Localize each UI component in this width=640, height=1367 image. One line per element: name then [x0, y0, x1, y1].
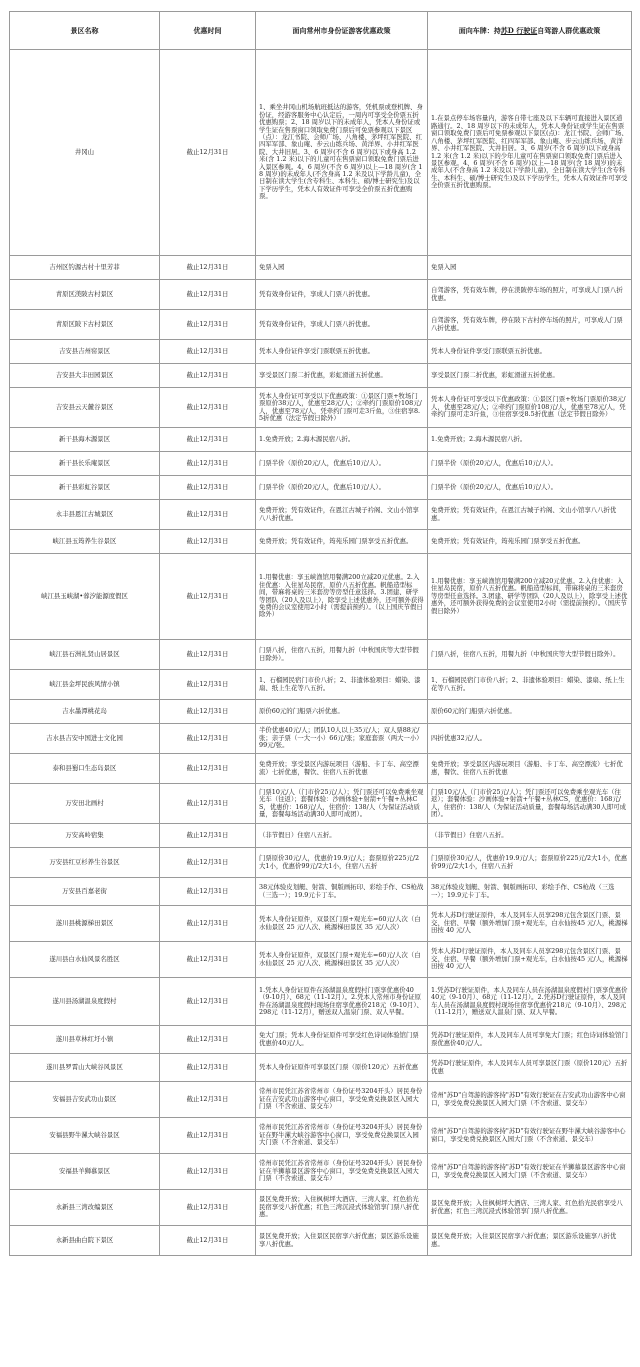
- time-cell: 截止12月31日: [160, 754, 256, 784]
- policy-table: [9, 11, 632, 1256]
- id-policy-cell: （非节假日）住宿八五折。: [256, 824, 428, 848]
- id-policy-cell: 门票半价（原价20元/人，优惠后10元/人）。: [256, 476, 428, 500]
- table-row: [10, 554, 632, 640]
- time-cell: 截止12月31日: [160, 428, 256, 452]
- plate-policy-cell: 1.凭苏D行驶证原件，本人及同车人员在汤湖温泉度假村门票享优惠价40元（9-10月）、68元（11-12月）。2.凭苏D行驶证原件，本人及同车人员在汤湖温泉度假村现场住宿享优惠价218元（9-10月）、298元（11-12月），赠送双人温泉门票、双人早餐。: [428, 978, 632, 1026]
- time-cell: 截止12月31日: [160, 640, 256, 670]
- table-row: [10, 824, 632, 848]
- time-cell: 截止12月31日: [160, 1190, 256, 1226]
- id-policy-cell: 景区免费开放；入住景区民宿享六折优惠；景区游乐设施享八折优惠。: [256, 1226, 428, 1256]
- scenic-name-cell: 青原区陂下古村景区: [10, 310, 160, 340]
- table-row: [10, 1226, 632, 1256]
- id-policy-cell: 原价60元的门船票六折优惠。: [256, 700, 428, 724]
- table-row: [10, 1154, 632, 1190]
- id-policy-cell: 凭本人身份证原件可享景区门票（原价120元）五折优惠: [256, 1054, 428, 1082]
- plate-policy-cell: （非节假日）住宿八五折。: [428, 824, 632, 848]
- plate-policy-cell: 门票半价（原价20元/人，优惠后10元/人）。: [428, 452, 632, 476]
- time-cell: 截止12月31日: [160, 1082, 256, 1118]
- header-scenic-name: 景区名称: [10, 12, 160, 50]
- id-policy-cell: 半价优惠40元/人；团队10人以上35元/人；双人票88元/张；亲子票（一大一小）66元/张；家庭套票（两大一小）99元/张。: [256, 724, 428, 754]
- table-row: [10, 848, 632, 878]
- plate-policy-cell: 免费开放；凭有效证件，在恩江古城子衿阁、文山小馆享八八折优惠。: [428, 500, 632, 530]
- time-cell: 截止12月31日: [160, 256, 256, 280]
- table-row: [10, 878, 632, 906]
- scenic-name-cell: 峡江县玉筠养生谷景区: [10, 530, 160, 554]
- time-cell: 截止12月31日: [160, 824, 256, 848]
- time-cell: 截止12月31日: [160, 364, 256, 388]
- plate-policy-cell: 1、石榴园民宿门市价八折；2、非遗体验项目：蜡染、漆扇、纸上生花等八五折。: [428, 670, 632, 700]
- scenic-name-cell: 遂川县草林红圩小镇: [10, 1026, 160, 1054]
- id-policy-cell: 常州市民凭江苏省常州市（身份证号3204开头）居民身份证在吉安武功山游客中心窗口，享受免费兑换景区入园大门票（不含索道、景交车）: [256, 1082, 428, 1118]
- scenic-name-cell: 遂川县桃源梯田景区: [10, 906, 160, 942]
- scenic-name-cell: 遂川县白水仙风景名胜区: [10, 942, 160, 978]
- plate-policy-cell: 凭苏D行驶证原件，本人及同车人员可享免大门票；红色诗词体验馆门票优惠价40元/人。: [428, 1026, 632, 1054]
- scenic-name-cell: 万安县百嘉老街: [10, 878, 160, 906]
- table-row: [10, 906, 632, 942]
- id-policy-cell: 免费开放；享受景区内游玩项目（游船、卡丁车、高空漂流）七折优惠，餐饮、住宿八五折优惠: [256, 754, 428, 784]
- scenic-name-cell: 峡江县玉峡湖•蓉汐能源度假区: [10, 554, 160, 640]
- time-cell: 截止12月31日: [160, 340, 256, 364]
- time-cell: 截止12月31日: [160, 50, 256, 256]
- id-policy-cell: 门票八折，住宿八五折，用餐九折（中秋国庆等大型节假日除外）。: [256, 640, 428, 670]
- id-policy-cell: 凭本人身份证原件，双景区门票+观光车=60元/人次（白水仙景区 25 元/人次、桃源梯田景区 35 元/人次）: [256, 906, 428, 942]
- table-row: [10, 700, 632, 724]
- table-row: [10, 388, 632, 428]
- plate-policy-cell: 凭本人身份证件享受门票联票五折优惠。: [428, 340, 632, 364]
- id-policy-cell: 1.免费开放；2.海木源民宿八折。: [256, 428, 428, 452]
- table-row: [10, 476, 632, 500]
- id-policy-cell: 景区免费开放；入住枫树坪大酒店、三湾人家、红色拾光民宿享受八折优惠；红色三湾沉浸式体验馆享门票八折优惠。: [256, 1190, 428, 1226]
- time-cell: 截止12月31日: [160, 310, 256, 340]
- id-policy-cell: 门票半价（原价20元/人，优惠后10元/人）。: [256, 452, 428, 476]
- table-row: [10, 754, 632, 784]
- table-row: [10, 310, 632, 340]
- scenic-name-cell: 遂川县汤湖温泉度假村: [10, 978, 160, 1026]
- id-policy-cell: 免大门票；凭本人身份证原件可享受红色诗词体验馆门票优惠价40元/人。: [256, 1026, 428, 1054]
- time-cell: 截止12月31日: [160, 700, 256, 724]
- id-policy-cell: 凭有效身份证件，享成人门票八折优惠。: [256, 280, 428, 310]
- time-cell: 截止12月31日: [160, 452, 256, 476]
- scenic-name-cell: 吉水墨潭桃花岛: [10, 700, 160, 724]
- plate-policy-cell: 凭本人身份证可享受以下优惠政策：①景区门票+牧场门票原价38元/人，优惠至28元/人；②牵约门票原价108元/人，优惠至78元/人，凭牵约门票可走3斤鱼，③住宿享受8.5折优惠（法定节假日除外）: [428, 388, 632, 428]
- table-row: [10, 428, 632, 452]
- time-cell: 截止12月31日: [160, 942, 256, 978]
- id-policy-cell: 1.用餐优惠：享玉峡渔馆用餐满200立减20元优惠。2.入住优惠：入住星岛民宿，原价八五折优惠。帆船造型标间，带麻将桌的三米套房等房型任意选择。3.团建、研学等团队（20人及以上），除享受上述优惠外，还可额外获得免费的会议室使用2小时（需提前预约）。（以上国庆节假日除外）: [256, 554, 428, 640]
- plate-policy-cell: 门票10元/人（门市价25元/人）；凭门票还可以免费乘坐观光车（往返）；套餐体验：沙画体验+射箭+午餐+丛林CS，优惠价：168元/人，住宿价：138/人（为保证活动质量，套餐每场活动满30人即可成团）。: [428, 784, 632, 824]
- plate-policy-cell: 凭苏D行驶证原件，本人及同车人员可享景区门票（原价120元）五折优惠: [428, 1054, 632, 1082]
- table-row: [10, 50, 632, 256]
- id-policy-cell: 常州市民凭江苏省常州市（身份证号3204开头）居民身份证在野牛漯大峡谷游客中心窗口，享受免费兑换景区入园大门票（不含索道、景交车）: [256, 1118, 428, 1154]
- time-cell: 截止12月31日: [160, 1226, 256, 1256]
- plate-policy-cell: 1.在景点停车场容量内，游客自带七座及以下车辆可直接进入景区道路通行。2、18 周岁以下的未成年人，凭本人身份证或学生证在售票窗口领取免费门票后可免票参观以下景区(点)：龙江书院、会师广场、八角楼、茅坪红军医院、红四军军部、象山庵、步云山练兵场、黄洋界、小井红军医院、大井旧居。3、6 周岁(不含 6 周岁)以下或身高 1.2 米(含 1.2 米)以下的少年儿童可在售票窗口领取免费门票后进入景区参观。4、6 周岁(不含 6 周岁)以上—18 周岁(含 18 周岁)的未成年人(不含身高 1.2 米及以下学龄儿童)，全日制在读大学生(含专科生、本科生、硕/博士研究生)及以下学历学生，凭本人有效证件可享受全价票五折优惠购票。: [428, 50, 632, 256]
- table-row: [10, 280, 632, 310]
- plate-policy-cell: 1.免费开放；2.海木源民宿八折。: [428, 428, 632, 452]
- time-cell: 截止12月31日: [160, 1026, 256, 1054]
- plate-policy-cell: 免费开放；凭有效证件，筠苑乐园门票享受五折优惠。: [428, 530, 632, 554]
- scenic-name-cell: 遂川县罗霄山大峡谷风景区: [10, 1054, 160, 1082]
- plate-policy-cell: 门票半价（原价20元/人，优惠后10元/人）。: [428, 476, 632, 500]
- plate-policy-cell: 景区免费开放；入住景区民宿享六折优惠；景区游乐设施享八折优惠。: [428, 1226, 632, 1256]
- time-cell: 截止12月31日: [160, 978, 256, 1026]
- id-policy-cell: 1、石榴园民宿门市价八折；2、非遗体验项目：蜡染、漆扇、纸上生花等八五折。: [256, 670, 428, 700]
- scenic-name-cell: 安福县羊狮慕景区: [10, 1154, 160, 1190]
- scenic-name-cell: 永丰县恩江古城景区: [10, 500, 160, 530]
- id-policy-cell: 1、乘坐井冈山机场航班抵达的游客，凭机票或登机牌、身份证，经游客服务中心认定后，一周内可享受全价票五折优惠购票；2、18 周岁以下的未成年人，凭本人身份证或学生证在售票窗口领取免费门票后可免票参观以下景区（点）：龙江书院、会师广场、八角楼、茅坪红军医院、红四军军部、象山庵、步云山练兵场、黄洋界、小井红军医院、大井旧居。3、6 周岁(不含 6 周岁)以下或身高 1.2 米(含 1.2 米)以下的儿童可在售票窗口领取免费门票后进入景区参观。4、6 周岁(不含 6 周岁)以上—18 周岁(含 18 周岁)的未成年人(不含身高 1.2 米及以下学龄儿童)，全日制在读大学生(含专科生、本科生、硕/博士研究生)及以下学历学生，凭本人有效证件可享受全价票五折优惠购票。: [256, 50, 428, 256]
- header-plate-policy-underline: 苏D 行驶证: [500, 25, 538, 35]
- header-id-policy: 面向常州市身份证游客优惠政策: [256, 12, 428, 50]
- plate-policy-cell: 自驾游客，凭有效车牌，停在渼陂停车场的照片，可享成人门票八折优惠。: [428, 280, 632, 310]
- scenic-name-cell: 峡江县石洲礼贤山居景区: [10, 640, 160, 670]
- scenic-name-cell: 吉安县大丰田园景区: [10, 364, 160, 388]
- scenic-name-cell: 万安高岭宿集: [10, 824, 160, 848]
- scenic-name-cell: 吉安县云天麓谷景区: [10, 388, 160, 428]
- scenic-name-cell: 安福县吉安武功山景区: [10, 1082, 160, 1118]
- header-plate-policy-pre: 面向车牌：持: [458, 25, 501, 35]
- scenic-name-cell: 泰和县蜀口生态岛景区: [10, 754, 160, 784]
- time-cell: 截止12月31日: [160, 476, 256, 500]
- scenic-name-cell: 吉州区钓源古村十里芳菲: [10, 256, 160, 280]
- plate-policy-cell: 景区免费开放；入住枫树坪大酒店、三湾人家、红色拾光民宿享受八折优惠；红色三湾沉浸式体验馆享门票八折优惠。: [428, 1190, 632, 1226]
- table-row: [10, 978, 632, 1026]
- time-cell: 截止12月31日: [160, 280, 256, 310]
- table-row: [10, 670, 632, 700]
- plate-policy-cell: 自驾游客，凭有效车牌，停在陂下古村停车场的照片，可享成人门票八折优惠。: [428, 310, 632, 340]
- table-row: [10, 1026, 632, 1054]
- plate-policy-cell: 享受景区门票二折优惠，彩虹滑道五折优惠。: [428, 364, 632, 388]
- id-policy-cell: 门票10元/人（门市价25元/人）；凭门票还可以免费乘坐观光车（往返）；套餐体验：沙画体验+射箭+午餐+丛林CS，优惠价：168元/人，住宿价：138/人（为保证活动质量，套餐每场活动满30人即可成团）。: [256, 784, 428, 824]
- table-row: [10, 530, 632, 554]
- scenic-name-cell: 永新县三湾改编景区: [10, 1190, 160, 1226]
- plate-policy-cell: 免费开放；享受景区内游玩项目（游船、卡丁车、高空漂流）七折优惠，餐饮、住宿八五折优惠: [428, 754, 632, 784]
- plate-policy-cell: 1.用餐优惠：享玉峡渔馆用餐满200立减20元优惠。2.入住优惠：入住星岛民宿，原价八五折优惠。帆船造型标间，带麻将桌的三米套房等房型任意选择。3.团建、研学等团队（20人及以上），除享受上述优惠外，还可额外获得免费的会议室使用2小时（需提前预约）。（国庆节假日除外）: [428, 554, 632, 640]
- time-cell: 截止12月31日: [160, 906, 256, 942]
- time-cell: 截止12月31日: [160, 500, 256, 530]
- plate-policy-cell: 四折优惠32元/人。: [428, 724, 632, 754]
- table-row: [10, 340, 632, 364]
- time-cell: 截止12月31日: [160, 388, 256, 428]
- id-policy-cell: 1.凭本人身份证原件在汤湖温泉度假村门票享优惠价40（9-10月）、68元（11-12月）。2.凭本人常州市身份证原件在汤湖温泉度假村现场住宿享优惠价218元（9-10月）、298元（11-12月），赠送双人温泉门票、双人早餐。: [256, 978, 428, 1026]
- table-row: [10, 724, 632, 754]
- id-policy-cell: 凭有效身份证件，享成人门票八折优惠。: [256, 310, 428, 340]
- scenic-name-cell: 吉水县吉安中国进士文化园: [10, 724, 160, 754]
- table-body: [10, 50, 632, 1256]
- id-policy-cell: 门票原价30元/人，优惠价19.9元/人；套票原价225元/2大1小，优惠价99元/2大1小，住宿八五折: [256, 848, 428, 878]
- id-policy-cell: 免费开放；凭有效证件，筠苑乐园门票享受五折优惠。: [256, 530, 428, 554]
- id-policy-cell: 凭本人身份证原件，双景区门票+观光车=60元/人次（白水仙景区 25 元/人次、桃源梯田景区 35 元/人次）: [256, 942, 428, 978]
- scenic-name-cell: 新干县海木源景区: [10, 428, 160, 452]
- table-row: [10, 942, 632, 978]
- plate-policy-cell: 常州"苏D"自驾游的游客持"苏D"有效行驶证在吉安武功山游客中心窗口，享受免费兑换景区入园大门票（不含索道、景交车）: [428, 1082, 632, 1118]
- plate-policy-cell: 免票入园: [428, 256, 632, 280]
- table-row: [10, 364, 632, 388]
- id-policy-cell: 免费开放；凭有效证件，在恩江古城子衿阁、文山小馆享八八折优惠。: [256, 500, 428, 530]
- table-row: [10, 784, 632, 824]
- time-cell: 截止12月31日: [160, 784, 256, 824]
- time-cell: 截止12月31日: [160, 554, 256, 640]
- id-policy-cell: 常州市民凭江苏省常州市（身份证号3204开头）居民身份证在羊狮慕景区游客中心窗口，享受免费兑换景区入园大门票（不含索道、景交车）: [256, 1154, 428, 1190]
- time-cell: 截止12月31日: [160, 670, 256, 700]
- table-row: [10, 1054, 632, 1082]
- table-row: [10, 1190, 632, 1226]
- scenic-name-cell: 永新县曲白院下景区: [10, 1226, 160, 1256]
- table-row: [10, 256, 632, 280]
- table-row: [10, 640, 632, 670]
- table-row: [10, 1082, 632, 1118]
- plate-policy-cell: 常州"苏D"自驾游的游客持"苏D"有效行驶证在野牛漯大峡谷游客中心窗口，享受免费兑换景区入园大门票（不含索道、景交车）: [428, 1118, 632, 1154]
- id-policy-cell: 38元体验皮划艇、射箭、铜版画拓印、彩绘手作、CS枪战（三选一）；19.9元卡丁车。: [256, 878, 428, 906]
- scenic-name-cell: 新干县彩虹谷景区: [10, 476, 160, 500]
- time-cell: 截止12月31日: [160, 1154, 256, 1190]
- id-policy-cell: 享受景区门票二折优惠，彩虹滑道五折优惠。: [256, 364, 428, 388]
- scenic-name-cell: 万安县红豆杉养生谷景区: [10, 848, 160, 878]
- scenic-name-cell: 安福县野牛漯大峡谷景区: [10, 1118, 160, 1154]
- id-policy-cell: 凭本人身份证可享受以下优惠政策：①景区门票+牧场门票原价38元/人，优惠至28元/人；②牵约门票原价108元/人，优惠至78元/人，凭牵约门票可走3斤鱼，③住宿享8.5折优惠（法定节假日除外）: [256, 388, 428, 428]
- id-policy-cell: 免票入园: [256, 256, 428, 280]
- plate-policy-cell: 凭本人苏D行驶证原件，本人及同车人员享298元包含景区门票、景交、住宿、早餐（额外增加门票+观光车，白水仙按45 元/人，桃源梯田按 40 元/人: [428, 906, 632, 942]
- time-cell: 截止12月31日: [160, 1054, 256, 1082]
- id-policy-cell: 凭本人身份证件享受门票联票五折优惠。: [256, 340, 428, 364]
- plate-policy-cell: 常州"苏D"自驾游的游客持"苏D"有效行驶证在羊狮慕景区游客中心窗口，享受免费兑换景区入园大门票（不含索道、景交车）: [428, 1154, 632, 1190]
- time-cell: 截止12月31日: [160, 878, 256, 906]
- time-cell: 截止12月31日: [160, 724, 256, 754]
- header-time: 优惠时间: [160, 12, 256, 50]
- header-row: [10, 12, 632, 50]
- plate-policy-cell: 原价60元的门船票六折优惠。: [428, 700, 632, 724]
- header-plate-policy-post: 自驾游人群优惠政策: [537, 25, 601, 35]
- plate-policy-cell: 门票八折，住宿八五折，用餐九折（中秋国庆等大型节假日除外）。: [428, 640, 632, 670]
- time-cell: 截止12月31日: [160, 530, 256, 554]
- scenic-name-cell: 吉安县吉州窑景区: [10, 340, 160, 364]
- scenic-name-cell: 新干县长乐庵景区: [10, 452, 160, 476]
- scenic-name-cell: 万安田北画村: [10, 784, 160, 824]
- header-plate-policy: [428, 12, 632, 50]
- scenic-name-cell: 青原区渼陂古村景区: [10, 280, 160, 310]
- table-row: [10, 500, 632, 530]
- plate-policy-cell: 38元体验皮划艇、射箭、铜版画拓印、彩绘手作、CS枪战（三选一）；19.9元卡丁车。: [428, 878, 632, 906]
- plate-policy-cell: 凭本人苏D行驶证原件，本人及同车人员享298元包含景区门票、景交、住宿、早餐（额外增加门票+观光车，白水仙按45 元/人，桃源梯田按 40 元/人: [428, 942, 632, 978]
- table-row: [10, 1118, 632, 1154]
- time-cell: 截止12月31日: [160, 848, 256, 878]
- time-cell: 截止12月31日: [160, 1118, 256, 1154]
- plate-policy-cell: 门票原价30元/人，优惠价19.9元/人；套票原价225元/2大1小，优惠价99元/2大1小，住宿八五折: [428, 848, 632, 878]
- scenic-name-cell: 井冈山: [10, 50, 160, 256]
- scenic-name-cell: 峡江县金坪民族风情小镇: [10, 670, 160, 700]
- table-row: [10, 452, 632, 476]
